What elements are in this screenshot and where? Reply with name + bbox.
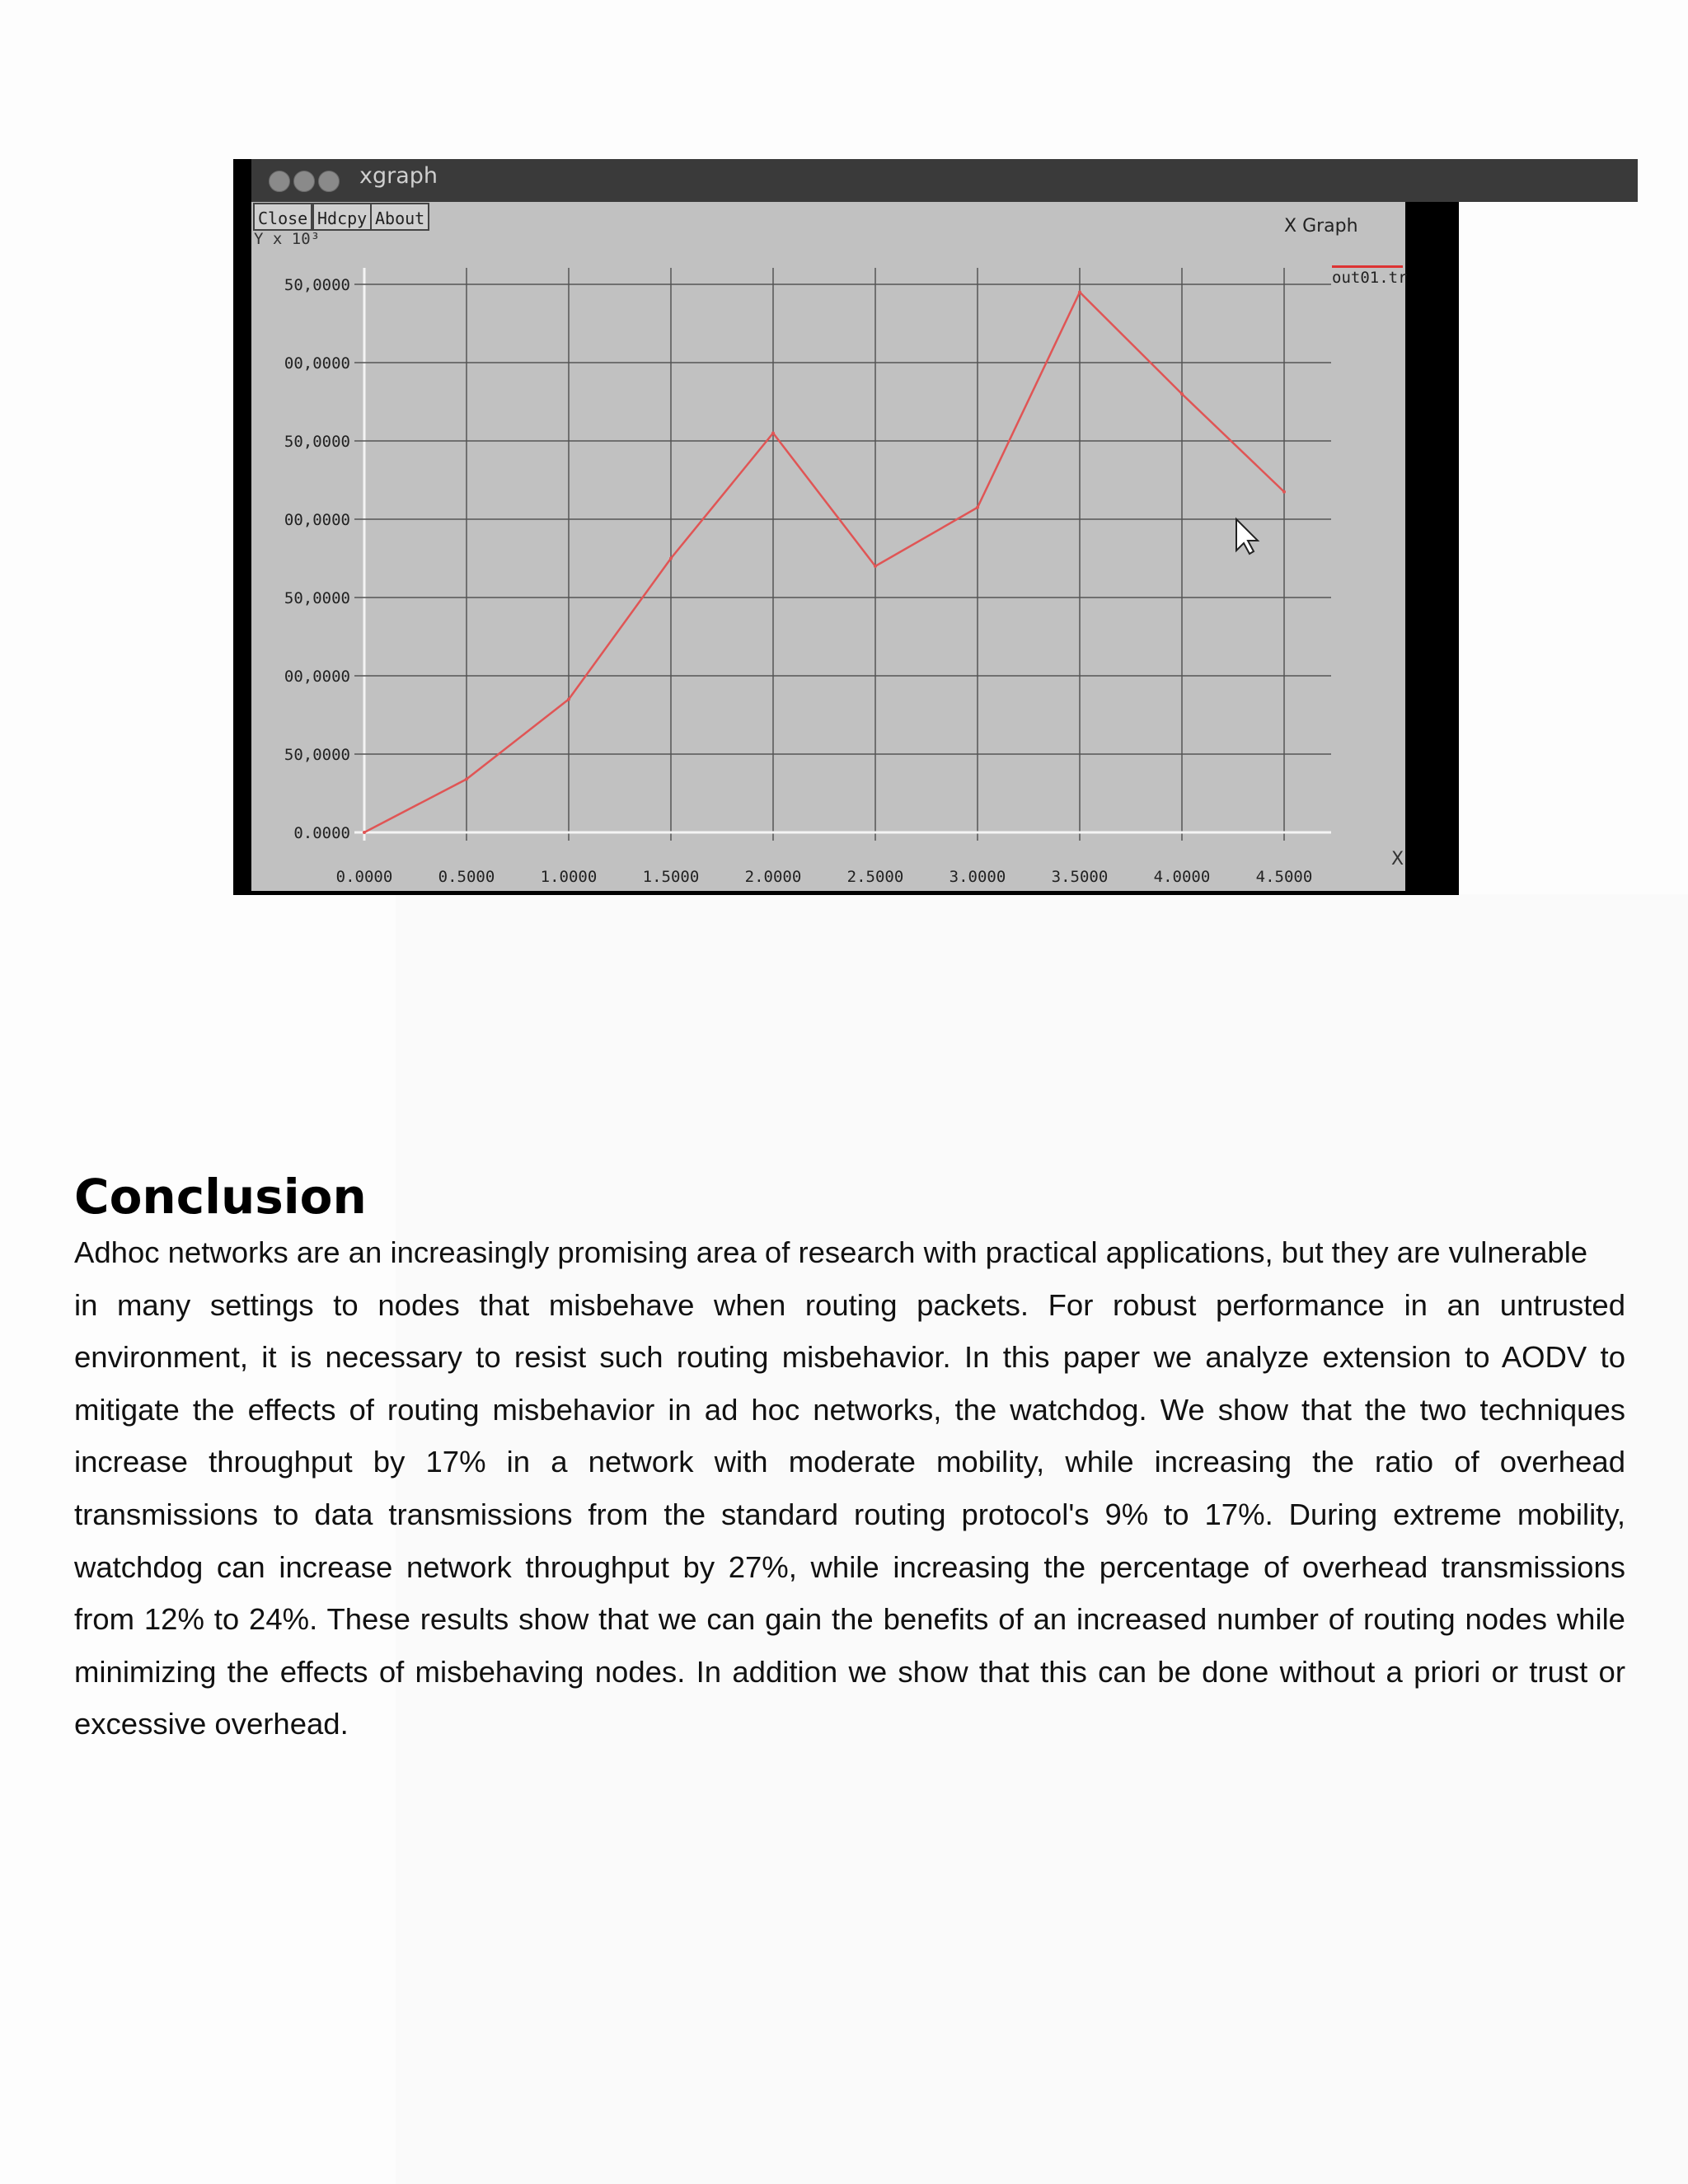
data-point	[874, 565, 877, 568]
series-line	[364, 293, 1284, 833]
y-tick-label: 50,0000	[284, 589, 350, 607]
conclusion-paragraph	[74, 1226, 1625, 1750]
line-chart	[0, 0, 1688, 907]
data-point	[1078, 291, 1081, 294]
paragraph-line: mitigate the effects of routing misbehavior in ad hoc networks, the watchdog. We show that the two techniques	[74, 1392, 1625, 1427]
paragraph-line: from 12% to 24%. These results show that we can gain the benefits of an increased number of routing nodes while	[74, 1602, 1625, 1637]
paragraph-line: environment, it is necessary to resist such routing misbehavior. In this paper we analyze extension to AODV to	[74, 1340, 1625, 1375]
y-tick-label: 00,0000	[284, 668, 350, 686]
window-title: xgraph	[359, 163, 438, 189]
paragraph-line: minimizing the effects of misbehaving nodes. In addition we show that this can be done without a priori or trust or	[74, 1654, 1625, 1689]
x-tick-label: 1.0000	[540, 868, 598, 886]
x-tick-label: 4.0000	[1153, 868, 1211, 886]
hdcpy-button[interactable]: Hdcpy	[312, 203, 372, 231]
paragraph-line: transmissions to data transmissions from the standard routing protocol's 9% to 17%. During extreme mobility,	[74, 1497, 1625, 1531]
data-point	[976, 506, 979, 509]
paragraph-line: in many settings to nodes that misbehave when routing packets. For robust performance in an untrusted	[74, 1287, 1625, 1322]
about-button[interactable]: About	[370, 203, 429, 231]
y-tick-label: 00,0000	[284, 354, 350, 373]
close-button[interactable]: Close	[253, 203, 312, 231]
x-tick-label: 3.5000	[1051, 868, 1109, 886]
data-point	[1282, 490, 1286, 494]
x-tick-label: 4.5000	[1255, 868, 1313, 886]
x-tick-label: 2.0000	[744, 868, 802, 886]
paragraph-line: increase throughput by 17% in a network with moderate mobility, while increasing the ratio of overhead	[74, 1445, 1625, 1479]
data-point	[1180, 392, 1184, 396]
mouse-cursor-icon	[1236, 519, 1258, 554]
x-tick-label: 3.0000	[949, 868, 1006, 886]
x-tick-label: 2.5000	[846, 868, 904, 886]
data-point	[669, 557, 673, 560]
x-tick-label: 0.5000	[438, 868, 495, 886]
paragraph-line: excessive overhead.	[74, 1707, 349, 1741]
legend-title: X Graph	[1284, 216, 1358, 237]
data-point	[771, 432, 775, 435]
data-point	[363, 831, 366, 834]
y-tick-label: 00,0000	[284, 511, 350, 529]
section-heading: Conclusion	[74, 1169, 367, 1225]
y-tick-label: 50,0000	[284, 276, 350, 294]
data-point	[465, 777, 468, 780]
y-tick-label: 50,0000	[284, 433, 350, 451]
paragraph-line: watchdog can increase network throughput by 27%, while increasing the percentage of overhead transmissions	[74, 1549, 1625, 1584]
x-axis-tag: X	[1391, 849, 1404, 869]
y-tick-label: 50,0000	[284, 746, 350, 764]
paragraph-line: Adhoc networks are an increasingly promising area of research with practical applications, but they are vulnerable	[74, 1235, 1588, 1269]
legend-series-label: out01.tr	[1332, 269, 1408, 287]
y-tick-label: 0.0000	[293, 824, 350, 842]
data-point	[567, 698, 570, 701]
y-unit-label: Y x 10³	[254, 230, 321, 248]
x-tick-label: 1.5000	[642, 868, 700, 886]
x-tick-label: 0.0000	[335, 868, 393, 886]
